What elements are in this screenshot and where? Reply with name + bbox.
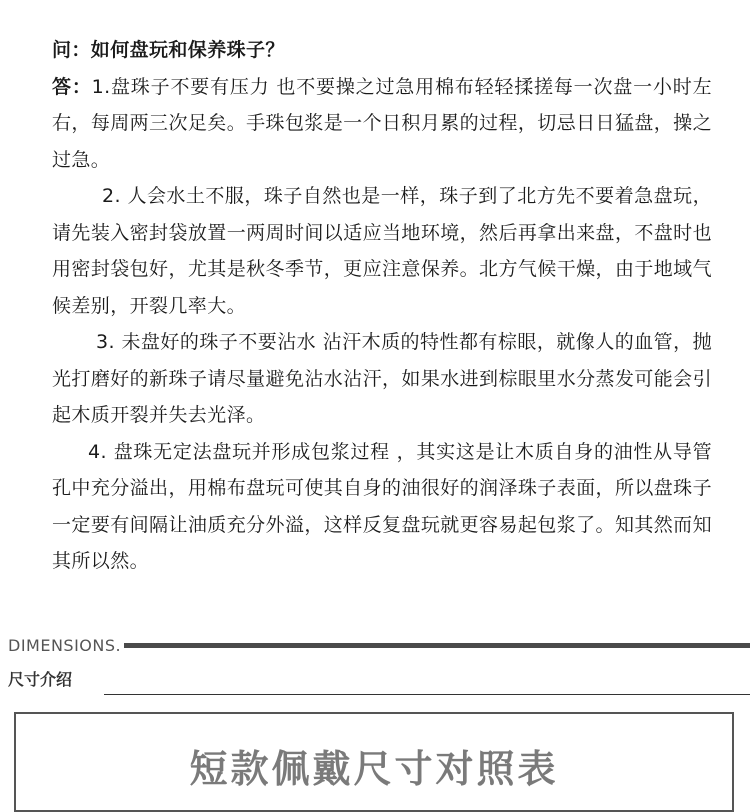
answer-paragraph-1: [52, 69, 712, 179]
answer-prefix: 答：: [52, 75, 92, 98]
answer-paragraph-2: 2. 人会水土不服，珠子自然也是一样，珠子到了北方先不要着急盘玩，请先装入密封袋放置一两周时间以适应当地环境，然后再拿出来盘，不盘时也用密封袋包好，尤其是秋冬季节，更应注意保养。北方气候干燥，由于地域气候差别，开裂几率大。: [52, 185, 712, 317]
question-heading: 问：如何盘玩和保养珠子？: [52, 39, 285, 61]
qa-section: [52, 32, 712, 580]
answer-text-1: 1.盘珠子不要有压力 也不要操之过急用棉布轻轻揉搓每一次盘一小时左右，每周两三次足矣。手珠包浆是一个日积月累的过程，切忌日日猛盘，操之过急。: [52, 75, 712, 171]
answer-paragraph-3: 3. 未盘好的珠子不要沾水 沾汗木质的特性都有棕眼，就像人的血管，抛光打磨好的新珠子请尽量避免沾水沾汗，如果水进到棕眼里水分蒸发可能会引起木质开裂并失去光泽。: [52, 331, 712, 426]
divider-line-thin: [104, 694, 750, 695]
size-chart-title: 短款佩戴尺寸对照表: [189, 747, 559, 791]
answer-paragraph-4: 4. 盘珠无定法盘玩并形成包浆过程 ，其实这是让木质自身的油性从导管孔中充分溢出，用棉布盘玩可使其自身的油很好的润泽珠子表面，所以盘珠子一定要有间隔让油质充分外溢，这样反复盘玩就更容易起包浆了。知其然而知其所以然。: [52, 440, 712, 572]
dimensions-en-label: DIMENSIONS.: [8, 636, 122, 655]
divider-bar-thick: [124, 643, 750, 648]
dimensions-cn-label: 尺寸介绍: [8, 670, 73, 689]
size-chart-box: [14, 712, 734, 812]
